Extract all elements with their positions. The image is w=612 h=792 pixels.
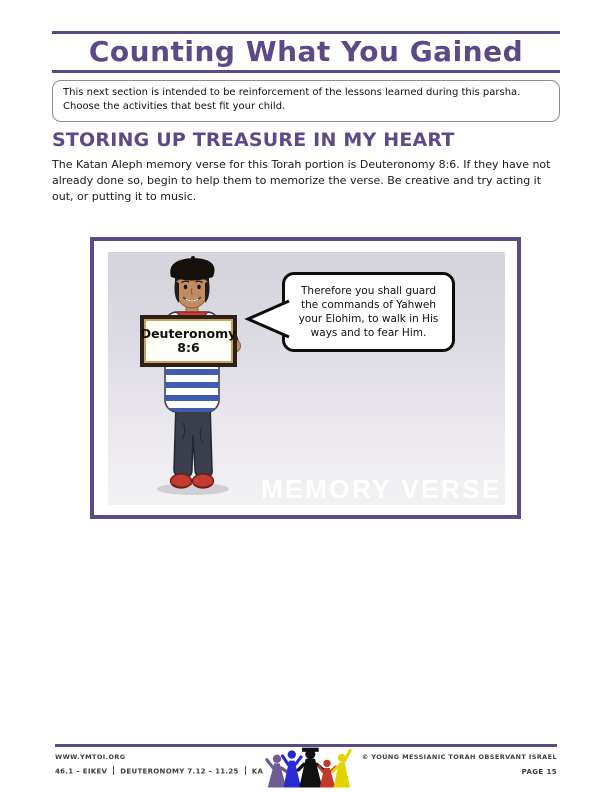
footer-page-number: PAGE 15 (521, 768, 557, 776)
footer-left-block (55, 753, 263, 776)
ground-shadow (157, 483, 229, 495)
footer-torah-portion: DEUTERONOMY 7.12 – 11.25 (120, 767, 239, 776)
pants (174, 403, 212, 476)
footer-separator (113, 766, 114, 775)
intro-note-text: This next section is intended to be reinforcement of the lessons learned during this parsha. Choose the activities that best fit your child. (63, 87, 521, 112)
footer-right-block (362, 753, 557, 776)
memory-verse-box (90, 237, 521, 519)
eyes (184, 285, 187, 289)
sign-line-2: 8:6 (177, 340, 200, 355)
logo-red-figure (319, 760, 336, 788)
memory-verse-watermark: MEMORY VERSE (261, 474, 502, 504)
sign-line-1: Deuteronomy (140, 326, 237, 341)
logo-yellow-figure (333, 750, 351, 787)
child-character-illustration (136, 255, 266, 497)
ymtoi-children-logo (264, 747, 352, 790)
illustration-panel (108, 252, 505, 505)
footer-lesson-info (55, 766, 263, 776)
footer-website: WWW.YMTOI.ORG (55, 753, 126, 761)
speech-bubble-tail (245, 297, 291, 341)
footer-level-code: KA (251, 767, 264, 776)
section-body-text: The Katan Aleph memory verse for this Torah portion is Deuteronomy 8:6. If they have not already done so, begin to help them to memorize the verse. Be creative and try acting it out, or putting it to music. (52, 158, 551, 203)
section-heading: STORING UP TREASURE IN MY HEART (52, 129, 455, 151)
page-title: Counting What You Gained (88, 35, 524, 68)
scripture-sign (140, 315, 237, 367)
title-banner (52, 31, 560, 73)
footer-separator (245, 766, 246, 775)
speech-bubble (282, 272, 455, 352)
footer-copyright: © YOUNG MESSIANIC TORAH OBSERVANT ISRAEL (361, 753, 557, 761)
beret (170, 258, 214, 281)
intro-note-box (52, 80, 560, 122)
footer-lesson-code: 46.1 – EIKEV (55, 767, 108, 776)
speech-bubble-text: Therefore you shall guard the commands of Yahweh your Elohim, to walk in His ways and to fear Him. (298, 285, 439, 339)
